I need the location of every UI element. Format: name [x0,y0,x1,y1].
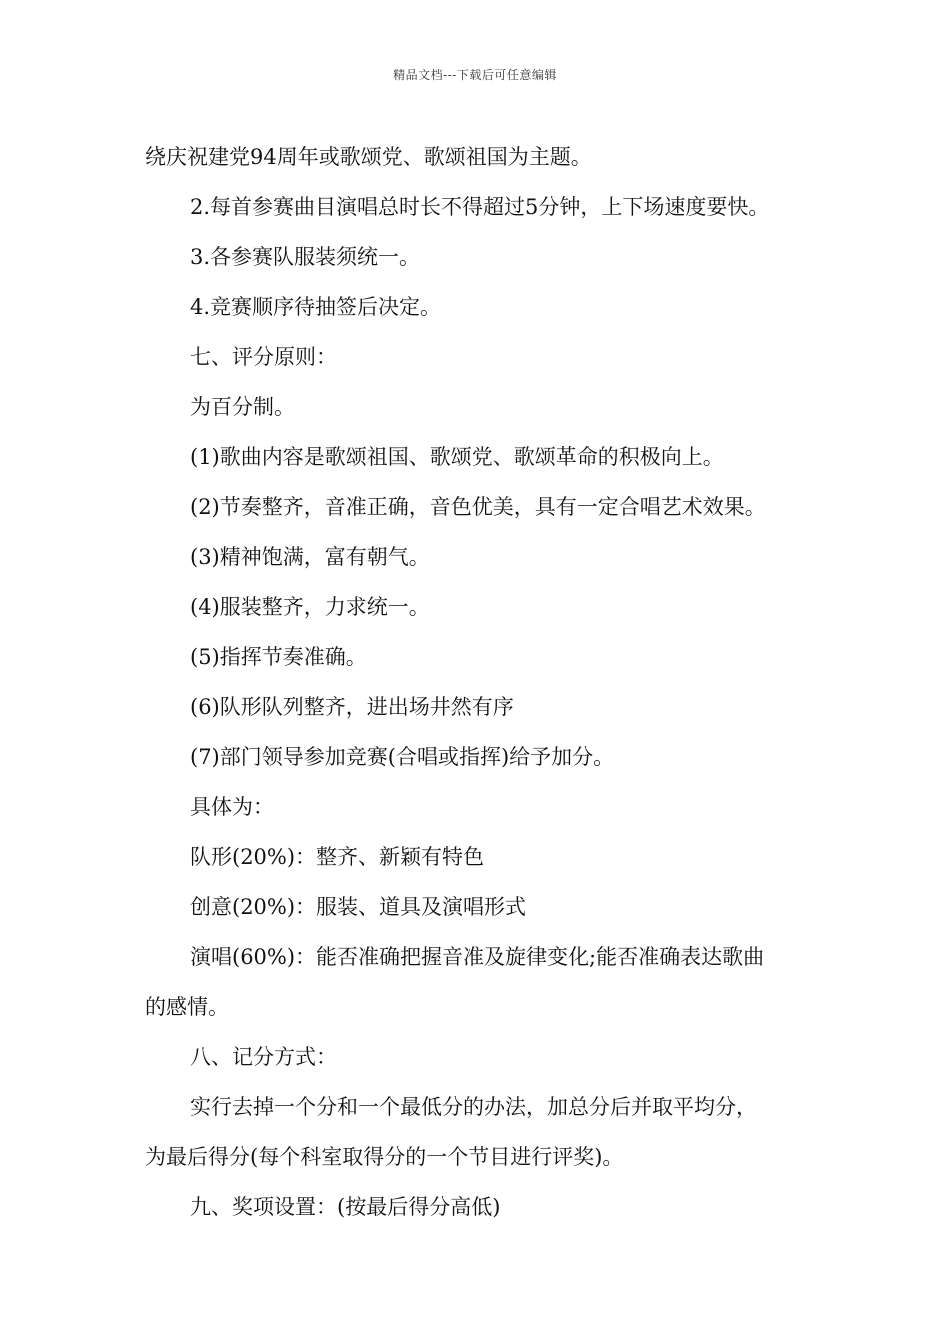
paragraph: 4.竞赛顺序待抽签后决定。 [190,295,442,319]
paragraph: 绕庆祝建党94周年或歌颂党、歌颂祖国为主题。 [145,145,592,169]
list-item: (6)队形队列整齐，进出场井然有序 [190,695,514,719]
list-item: (4)服装整齐，力求统一。 [190,595,430,619]
paragraph-continuation: 的感情。 [145,995,229,1019]
list-item: (5)指挥节奏准确。 [190,645,367,669]
list-item: (3)精神饱满，富有朝气。 [190,545,430,569]
paragraph: 实行去掉一个分和一个最低分的办法，加总分后并取平均分， [190,1095,757,1119]
list-item: 创意(20%)：服装、道具及演唱形式 [190,895,527,919]
section-heading: 七、评分原则： [190,345,337,369]
paragraph: 3.各参赛队服装须统一。 [190,245,421,269]
list-item: (7)部门领导参加竞赛(合唱或指挥)给予加分。 [190,745,615,769]
list-item: 演唱(60%)：能否准确把握音准及旋律变化;能否准确表达歌曲 [190,945,765,969]
document-body [145,132,815,1232]
paragraph-continuation: 为最后得分(每个科室取得分的一个节目进行评奖)。 [145,1145,624,1169]
page-header: 精品文档---下载后可任意编辑 [393,68,557,82]
list-item: (1)歌曲内容是歌颂祖国、歌颂党、歌颂革命的积极向上。 [190,445,724,469]
section-heading: 八、记分方式： [190,1045,337,1069]
paragraph: 为百分制。 [190,395,295,419]
list-item: (2)节奏整齐，音准正确，音色优美，具有一定合唱艺术效果。 [190,495,766,519]
section-heading: 九、奖项设置：(按最后得分高低) [190,1195,501,1219]
paragraph: 具体为： [190,795,274,819]
paragraph: 2.每首参赛曲目演唱总时长不得超过5分钟，上下场速度要快。 [190,195,770,219]
list-item: 队形(20%)：整齐、新颖有特色 [190,845,485,869]
